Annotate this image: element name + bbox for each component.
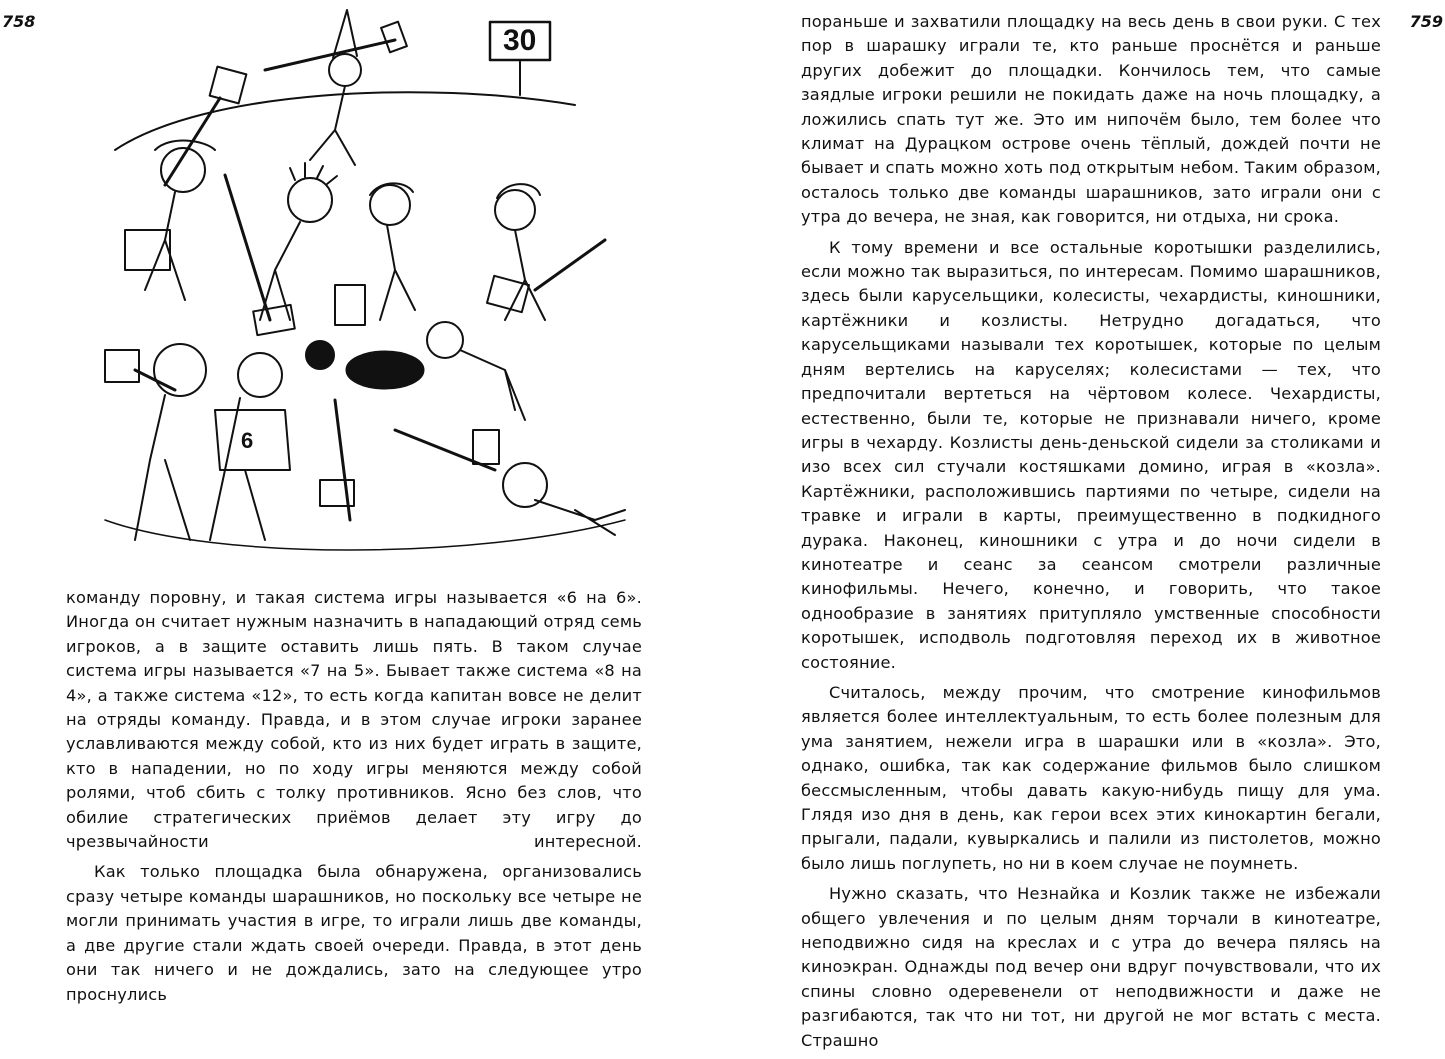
right-text-column [801, 10, 1381, 1059]
left-paragraph-1: команду поровну, и такая система игры называется «6 на 6». Иногда он считает нужным назначить в нападающий отряд семь игроков, а в защите оставить лишь пять. В таком случае система игры называется «7 на 5». Бывает также система «8 на 4», а также система «12», то есть когда капитан вовсе не делит на отряды команду. Правда, и в этом случае игроки заранее уславливаются между собой, кто из них будет играть в защите, кто в нападении, но по ходу игры меняются между собой ролями, чтоб сбить с толку противников. Ясно без слов, что обилие стратегических приёмов делает эту игру до чрезвычайности интересной. [66, 588, 642, 852]
left-paragraph-2: Как только площадка была обнаружена, организовались сразу четыре команды шарашников, но поскольку все четыре не могли принимать участия в игре, то играли лишь две команды, а две другие стали ждать своей очереди. Правда, в этот день они так ничего и не дождались, зато на следующее утро проснулись [66, 862, 642, 1004]
right-paragraph-2: К тому времени и все остальные коротышки разделились, если можно так выразиться, по интересам. Помимо шарашников, здесь были карусельщики, колесисты, чехардисты, киношники, картёжники и козлисты. Нетрудно догадаться, что карусельщиками называли тех коротышек, которые по целым дням вертелись на каруселях; колесистами — тех, что предпочитали вертеться на чёртовом колесе. Чехардисты, естественно, были те, которые не признавали ничего, кроме игры в чехарду. Козлисты день-деньской сидели за столиками и изо всех сил стучали костяшками домино, играя в «козла». Картёжники, расположившись партиями по четыре, сидели на травке и играли в карты, преимущественно в подкидного дурака. Наконец, киношники с утра и до ночи сидели в кинотеатре и сеанс за сеансом смотрели различные кинофильмы. Нечего, конечно, и говорить, что такое однообразие в занятиях притупляло умственные способности коротышек, исподволь подготовляя переход их в животное состояние. [801, 237, 1381, 672]
jersey-number: 6 [241, 428, 254, 453]
right-paragraph-3: Считалось, между прочим, что смотрение кинофильмов является более интеллектуальным, то есть более полезным для ума занятием, нежели игра в шарашки или в «козла». Это, однако, ошибка, так как содержание фильмов было слишком бессмысленным, чтобы давать какую-нибудь пищу для ума. Глядя изо дня в день, как герои всех этих кинокартин бегали, прыгали, падали, кувыркались и палили из пистолетов, можно было лишь поглупеть, но ни в коем случае не поумнеть. [801, 682, 1381, 873]
left-text-column [66, 586, 642, 1013]
right-paragraph-4: Нужно сказать, что Незнайка и Козлик также не избежали общего увлечения и по целым дням торчали в кинотеатре, неподвижно сидя на креслах и с утра до вечера пялясь на киноэкран. Однажды под вечер они вдруг почувствовали, что их спины словно одеревенели от неподвижности и даже не разгибаются, так что ни тот, ни другой не мог встать с места. Страшно [801, 884, 1381, 1050]
score-sign-number: 30 [503, 24, 537, 57]
right-page-number: 759 [1409, 12, 1443, 31]
right-paragraph-1: пораньше и захватили площадку на весь день в свои руки. С тех пор в шарашку играли те, кто раньше проснётся и раньше других добежит до площадки. Кончилось тем, что самые заядлые игроки решили не покидать даже на ночь площадку, а ложились спать тут же. Это им нипочём было, тем более что климат на Дурацком острове очень тёплый, дождей почти не бывает и спать можно хоть под открытым небом. Таким образом, осталось только две команды шарашников, зато играли они с утра до вечера, не зная, как говорится, ни отдыха, ни срока. [801, 12, 1381, 227]
illustration [95, 0, 635, 565]
left-page-number: 758 [2, 12, 36, 31]
